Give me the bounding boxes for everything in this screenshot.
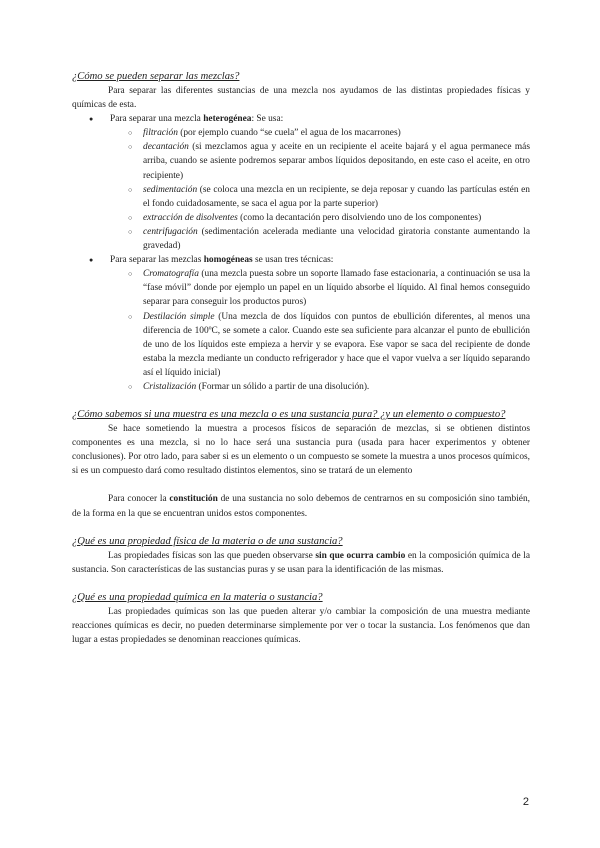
bold-term: sin que ocurra cambio: [315, 550, 406, 561]
technique-term: extracción de disolventes: [143, 212, 238, 223]
technique-term: Cristalización: [143, 381, 197, 392]
paragraph-chemical-property: Las propiedades químicas son las que pueden alterar y/o cambiar la composición de una muestra mediante reacciones químicas es decir, no pueden determinarse simplemente por ver o tocar la sustancia. Los fenómenos que dan lugar a estas propiedades se denominan reacciones químicas.: [72, 606, 530, 645]
list-item-heterogeneous: ● Para separar una mezcla heterogénea: Se usa: ○ filtración (por ejemplo cuando “se cuela” el agua de los macarrones) ○ decantación (si mezclamos agua y aceite en un recipiente el aceite bajará y el agua permanece más arriba, cuando se asiente podremos separar ambos líquidos depositando, en este caso el aceite, en otro recipiente) ○ sedimentación (se coloca una mezcla en un recipiente, se deja reposar y cuando las partículas estén en el fondo cuidadosamente, se saca el agua por la parte superior) ○ extracción de disolventes (como la decantación pero disolviendo uno de los componentes) ○ centrifugación (sedimentación acelerada mediante una velocidad giratoria constante aumentando la gravedad): [110, 112, 530, 253]
list-item: ○ Cristalización (Formar un sólido a partir de una disolución).: [143, 380, 530, 394]
list-item: ○ extracción de disolventes (como la decantación pero disolviendo uno de los componentes): [143, 211, 530, 225]
section-heading-separation: ¿Cómo se pueden separar las mezclas?: [72, 71, 240, 82]
paragraph-separation-intro: Para separar las diferentes sustancias de una mezcla nos ayudamos de las distintas propiedades físicas y químicas de esta.: [72, 86, 530, 111]
list-item: ○ centrifugación (sedimentación acelerada mediante una velocidad giratoria constante aumentando la gravedad): [143, 225, 530, 253]
list-item: ○ Cromatografía (una mezcla puesta sobre un soporte llamado fase estacionaria, a continuación se usa la “fase móvil” donde por ejemplo un papel en un líquido absorbe el líquido. Al final hemos conseguido separar para conseguir los productos puros): [143, 267, 530, 309]
technique-term: Destilación simple: [143, 311, 215, 322]
separation-methods-list: [72, 112, 530, 394]
technique-term: filtración: [143, 128, 178, 139]
paragraph-physical-property: Las propiedades físicas son las que pueden observarse sin que ocurra cambio en la composición química de la sustancia. Son características de las sustancias puras y se usan para la identificación de las mismas.: [72, 550, 530, 575]
list-item: ○ Destilación simple (Una mezcla de dos líquidos con puntos de ebullición diferentes, al menos una diferencia de 100ºC, se somete a calor. Cuando este sea suficiente para alcanzar el punto de ebullición de uno de los líquidos este empieza a hervir y se evapora. Ese vapor se saca del recipiente de donde estaba la mezcla mediante un conducto refrigerador y hace que el vapor vuelva a ser líquido separando así el líquido inicial): [143, 310, 530, 380]
homogeneous-techniques-list: [110, 267, 530, 394]
technique-term: Cromatografía: [143, 269, 199, 280]
list-item: ○ sedimentación (se coloca una mezcla en un recipiente, se deja reposar y cuando las partículas estén en el fondo cuidadosamente, se saca el agua por la parte superior): [143, 183, 530, 211]
page-number: 2: [522, 796, 529, 808]
document-page: [72, 70, 530, 647]
technique-term: decantación: [143, 142, 189, 153]
section-heading-physical-property: ¿Qué es una propiedad física de la materia o de una sustancia?: [72, 535, 343, 547]
list-item: ○ decantación (si mezclamos agua y aceite en un recipiente el aceite bajará y el agua permanece más arriba, cuando se asiente podremos separar ambos líquidos depositando, en este caso el aceite, en otro recipiente): [143, 140, 530, 182]
technique-term: centrifugación: [143, 226, 198, 237]
list-item: ○ filtración (por ejemplo cuando “se cuela” el agua de los macarrones): [143, 126, 530, 140]
bold-term: heterogénea: [203, 114, 252, 125]
paragraph-mixture-or-pure: Se hace sometiendo la muestra a procesos físicos de separación de mezclas, si se obtienen distintos componentes es una mezcla, si no lo hace será una sustancia pura (usada para hacer experimentos y obtener conclusiones). Por otro lado, para saber si es un elemento o un compuesto se somete la muestra a unos procesos químicos, si es un compuesto dará como resultado distintos elementos, sino se tratará de un elemento: [72, 424, 530, 477]
bold-term: constitución: [169, 494, 218, 505]
list-item-homogeneous: ● Para separar las mezclas homogéneas se usan tres técnicas: ○ Cromatografía (una mezcla puesta sobre un soporte llamado fase estacionaria, a continuación se usa la “fase móvil” donde por ejemplo un papel en un líquido absorbe el líquido. Al final hemos conseguido separar para conseguir los productos puros) ○ Destilación simple (Una mezcla de dos líquidos con puntos de ebullición diferentes, al menos una diferencia de 100ºC, se somete a calor. Cuando este sea suficiente para alcanzar el punto de ebullición de uno de los líquidos este empieza a hervir y se evapora. Ese vapor se saca del recipiente de donde estaba la mezcla mediante un conducto refrigerador y hace que el vapor vuelva a ser líquido separando así el líquido inicial) ○ Cristalización (Formar un sólido a partir de una disolución).: [110, 253, 530, 394]
paragraph-constitution: Para conocer la constitución de una sustancia no solo debemos de centrarnos en su composición sino también, de la forma en la que se encuentran unidos estos componentes.: [72, 494, 531, 519]
heterogeneous-techniques-list: [110, 126, 530, 253]
bold-term: homogéneas: [203, 255, 253, 266]
section-heading-mixture-or-pure: ¿Cómo sabemos si una muestra es una mezcla o es una sustancia pura? ¿y un elemento o compuesto?: [72, 409, 506, 421]
technique-term: sedimentación: [143, 184, 198, 195]
section-heading-chemical-property: ¿Qué es una propiedad química en la materia o sustancia?: [72, 591, 323, 603]
